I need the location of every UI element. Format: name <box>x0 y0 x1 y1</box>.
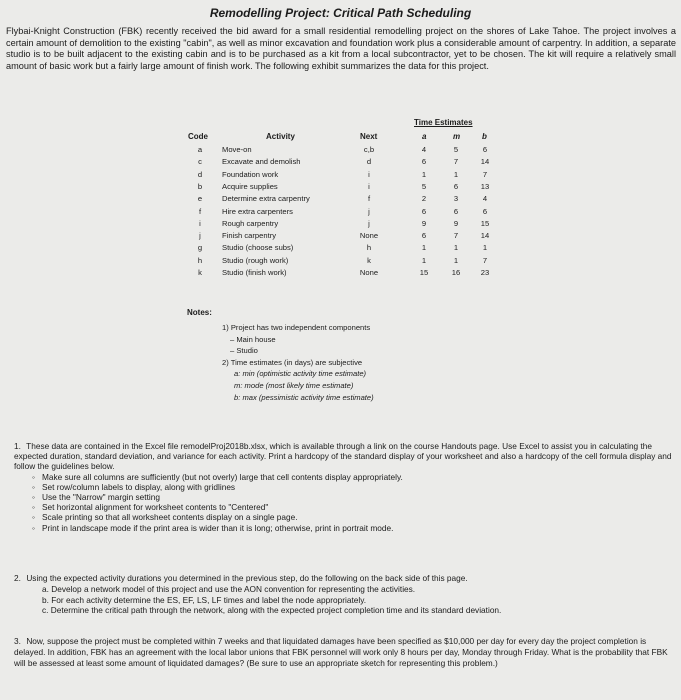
bullet-icon: ◦ <box>32 471 35 482</box>
cell-b: 7 <box>482 169 488 179</box>
cell-a: 2 <box>421 194 427 204</box>
cell-code: c <box>198 157 202 167</box>
cell-a: 6 <box>421 157 427 167</box>
cell-code: d <box>197 169 203 179</box>
question-3-text: Now, suppose the project must be completed within 7 weeks and that liquidated damages have been specified as $10,000 per day for every day the project completion is delayed. In addition, FBK has an agreement with the local labor unions that FBK personnel will work only 8 hours per day, Monday through Friday. What is the probability that FBK will be assessed at least some amount of liquidated damages? (Be sure to use an appropriate sketch for representing this problem.) <box>14 636 668 668</box>
table-row <box>178 207 498 218</box>
question-3 <box>14 636 676 669</box>
table-row <box>178 231 498 242</box>
cell-b: 6 <box>482 145 488 154</box>
cell-activity: Hire extra carpenters <box>222 206 293 216</box>
cell-m: 16 <box>451 268 461 277</box>
next-header: Next <box>360 132 378 141</box>
bullet-icon: ◦ <box>32 512 35 523</box>
table-row <box>178 157 498 168</box>
cell-m: 7 <box>453 231 459 241</box>
question-number: 2. <box>14 573 21 583</box>
cell-code: j <box>199 231 201 241</box>
bullet-icon: ◦ <box>32 481 35 492</box>
cell-a: 5 <box>421 181 427 191</box>
cell-m: 1 <box>453 243 459 253</box>
cell-a: 6 <box>421 231 427 241</box>
guideline-item: ◦ Set row/column labels to display, along with gridlines <box>32 481 236 492</box>
bullet-icon: ◦ <box>32 492 35 503</box>
cell-b: 14 <box>480 157 490 167</box>
question-1-text: 1. These data are contained in the Excel file remodelProj2018b.xlsx, which is available through a link on the course Handouts page. Use Excel to assist you in calculating the expected duration, standard deviation, and variance for each activity. Print a hardcopy of the standard display of your worksheet and also a hardcopy of the cell formula display and follow the guidelines below. <box>14 441 672 472</box>
question-number: 1. <box>14 441 21 451</box>
cell-next: c,b <box>363 145 375 154</box>
guideline-item: ◦ Print in landscape mode if the print area is wider than it is long; otherwise, print in portrait mode. <box>32 522 394 533</box>
cell-m: 3 <box>453 194 459 204</box>
guideline-item: ◦ Scale printing so that all worksheet contents display on a single page. <box>32 512 298 523</box>
question-2-text: 2. Using the expected activity durations you determined in the previous step, do the following on the back side of this page. <box>14 573 468 583</box>
notes-block <box>222 322 374 403</box>
time-estimates-header: Time Estimates <box>414 118 473 127</box>
cell-code: a <box>197 145 203 154</box>
cell-code: e <box>197 194 203 204</box>
cell-activity: Studio (choose subs) <box>222 243 294 253</box>
cell-activity: Move-on <box>222 145 252 154</box>
cell-a: 1 <box>421 169 427 179</box>
guideline-item: ◦ Use the "Narrow" margin setting <box>32 492 160 503</box>
cell-activity: Foundation work <box>222 169 279 179</box>
cell-m: 6 <box>453 181 459 191</box>
cell-code: g <box>197 243 203 253</box>
question-1 <box>14 441 676 533</box>
cell-code: k <box>198 268 202 277</box>
question-number: 3. <box>14 636 21 646</box>
cell-a: 6 <box>421 206 427 216</box>
cell-activity: Excavate and demolish <box>222 157 301 167</box>
cell-activity: Finish carpentry <box>222 231 277 241</box>
cell-next: i <box>368 181 370 191</box>
cell-b: 23 <box>480 268 490 277</box>
cell-next: None <box>359 268 379 277</box>
cell-a: 9 <box>421 218 427 228</box>
notes-label: Notes: <box>187 308 212 317</box>
cell-next: j <box>368 206 370 216</box>
note-line: 1) Project has two independent components <box>222 323 371 332</box>
table-row <box>178 194 498 205</box>
cell-b: 7 <box>482 255 488 265</box>
cell-next: h <box>366 243 372 253</box>
bullet-icon: ◦ <box>32 502 35 513</box>
question-2 <box>14 573 676 616</box>
cell-next: j <box>368 218 370 228</box>
note-line: – Studio <box>230 346 258 356</box>
cell-b: 1 <box>482 243 488 253</box>
cell-m: 1 <box>453 169 459 179</box>
question-2-part-c: c. Determine the critical path through the network, along with the expected project completion time and its standard deviation. <box>42 605 502 616</box>
cell-next: i <box>368 169 370 179</box>
note-line: m: mode (most likely time estimate) <box>234 380 354 390</box>
cell-b: 6 <box>482 206 488 216</box>
table-row <box>178 145 498 156</box>
cell-m: 6 <box>453 206 459 216</box>
question-2-part-a: a. Develop a network model of this project and use the AON convention for representing the activities. <box>42 583 416 594</box>
note-line: 2) Time estimates (in days) are subjective <box>222 357 363 367</box>
cell-a: 15 <box>419 268 429 277</box>
cell-activity: Rough carpentry <box>222 218 279 228</box>
cell-code: b <box>197 181 203 191</box>
table-row <box>178 243 498 254</box>
activity-header: Activity <box>266 132 295 141</box>
cell-a: 4 <box>421 145 427 154</box>
cell-code: h <box>197 255 203 265</box>
table-row <box>178 170 498 181</box>
cell-activity: Studio (finish work) <box>222 268 287 277</box>
table-row <box>178 256 498 267</box>
cell-code: i <box>199 218 201 228</box>
cell-m: 1 <box>453 255 459 265</box>
page-title: Remodelling Project: Critical Path Scheduling <box>209 6 472 20</box>
question-2-part-b: b. For each activity determine the ES, EF, LS, LF times and label the node appropriately. <box>42 594 367 605</box>
activity-table <box>178 112 498 302</box>
cell-next: d <box>366 157 372 167</box>
cell-b: 15 <box>480 218 490 228</box>
table-row <box>178 182 498 193</box>
guideline-item: ◦ Make sure all columns are sufficiently (but not overly) large that cell contents display appropriately. <box>32 471 403 482</box>
cell-a: 1 <box>421 243 427 253</box>
cell-b: 4 <box>482 194 488 204</box>
cell-m: 7 <box>453 157 459 167</box>
cell-activity: Determine extra carpentry <box>222 194 310 204</box>
table-row <box>178 219 498 230</box>
table-row <box>178 268 498 279</box>
cell-code: f <box>198 206 202 216</box>
cell-b: 14 <box>480 231 490 241</box>
cell-m: 9 <box>453 218 459 228</box>
b-header: b <box>482 132 487 141</box>
a-header: a <box>422 132 427 141</box>
m-header: m <box>453 132 461 141</box>
cell-activity: Acquire supplies <box>222 181 278 191</box>
guideline-item: ◦ Set horizontal alignment for worksheet contents to "Centered" <box>32 502 269 513</box>
cell-a: 1 <box>421 255 427 265</box>
cell-next: k <box>367 255 371 265</box>
cell-next: None <box>359 231 379 241</box>
guideline-list <box>14 472 676 533</box>
note-line: b: max (pessimistic activity time estimate) <box>234 392 374 402</box>
note-line: a: min (optimistic activity time estimate) <box>234 369 367 379</box>
intro-paragraph: Flybai-Knight Construction (FBK) recently received the bid award for a small residential remodelling project on the shores of Lake Tahoe. The project involves a certain amount of demolition to the existing "cabin", as well as minor excavation and foundation work plus a considerable amount of carpentry. In addition, a separate studio is to be built adjacent to the existing cabin and is to be purchased as a kit from a local subcontractor, yet to be chosen. The kit will require a relatively small amount of basic work but a fairly large amount of finish work. The following exhibit summarizes the data for this project. <box>6 26 676 71</box>
cell-b: 13 <box>480 181 490 191</box>
cell-activity: Studio (rough work) <box>222 255 289 265</box>
cell-next: f <box>367 194 371 204</box>
code-header: Code <box>188 132 208 141</box>
bullet-icon: ◦ <box>32 522 35 533</box>
cell-m: 5 <box>453 145 459 154</box>
note-line: – Main house <box>230 334 276 344</box>
